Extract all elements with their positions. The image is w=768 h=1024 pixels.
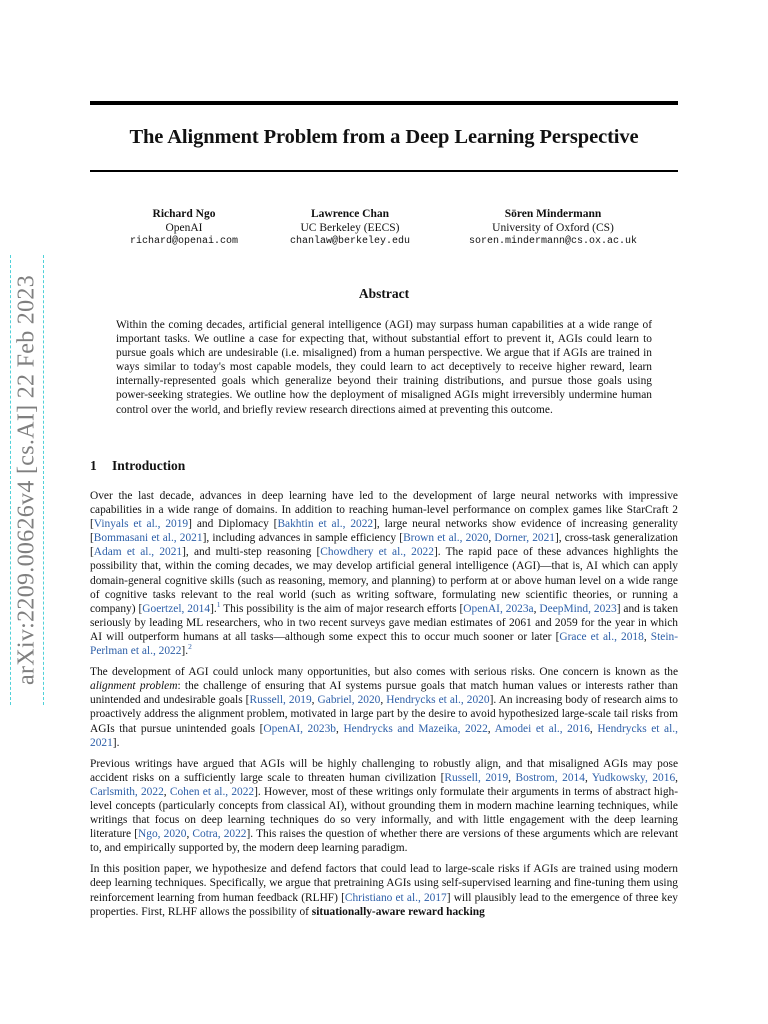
text-run: ]. However, most of these writings only formulate their arguments in terms of abstract high-level concepts (particularly concepts from classical AI), without grounding them in modern machine learning techniques, while writings that focus on deep learning techniques do so very informally, and with little engagement with the deep learning literature [: [90, 785, 679, 841]
text-run: Over the last decade, advances in deep learning have led to the development of large neural networks with impressive capabilities in a wide range of domains. In addition to reaching human-level performance on complex games like StarCraft 2 [: [90, 490, 678, 531]
citation-link[interactable]: OpenAI, 2023a: [463, 602, 534, 615]
text-run: ,: [488, 532, 495, 545]
text-run: : the challenge of ensuring that AI systems pursue goals that match human values or interests rather than unintended and undesirable goals [: [90, 680, 678, 707]
author-email[interactable]: chanlaw@berkeley.edu: [289, 236, 411, 247]
text-run: ,: [643, 630, 651, 643]
text-run: ,: [508, 771, 516, 784]
text-run: ].: [112, 736, 120, 749]
citation-link[interactable]: DeepMind, 2023: [539, 602, 617, 615]
author-block: [270, 207, 430, 249]
text-run: ]. This raises the question of whether there are versions of these arguments which are relevant to, and empirically supported by, the modern deep learning paradigm.: [90, 828, 679, 855]
citation-link[interactable]: Carlsmith, 2022: [90, 785, 164, 798]
abstract-text: Within the coming decades, artificial general intelligence (AGI) may surpass human capabilities at a wide range of important tasks. We outline a case for expecting that, without substantial effort to prevent it, AGIs could learn to pursue goals which are undesirable (i.e. misaligned) from a human perspective. We argue that if AGIs are trained in ways similar to today's most capable models, they could learn to act deceptively to receive higher reward, learn internally-represented goals which generalize beyond their training distributions, and pursue those goals using power-seeking strategies. We outline how the deployment of misaligned AGIs might irreversibly undermine human control over the world, and briefly review research directions aimed at preventing this outcome.: [116, 319, 652, 416]
author-name: Richard Ngo: [152, 208, 216, 220]
citation-link[interactable]: Goertzel, 2014: [142, 602, 211, 615]
author-email[interactable]: richard@openai.com: [129, 236, 239, 247]
text-run: ,: [380, 694, 387, 707]
text-run: ], cross-task generalization [: [90, 532, 678, 559]
citation-link[interactable]: Dorner, 2021: [494, 532, 555, 545]
footnote-marker[interactable]: 1: [216, 599, 221, 609]
author-affiliation: UC Berkeley (EECS): [300, 222, 400, 234]
bold-text: situationally-aware reward hacking: [311, 905, 485, 918]
text-run: ,: [186, 828, 193, 841]
abstract-heading: Abstract: [358, 286, 410, 301]
text-run: The development of AGI could unlock many opportunities, but also comes with serious risks. One concern is known as the: [90, 666, 678, 679]
text-run: ]. The rapid pace of these advances highlights the possibility that, within the coming decades, we may develop artificial general intelligence (AGI)—that is, AI which can apply domain-general cognitive skills (such as reasoning, memory, and planning) to perform at or above human level on a wide range of cognitive tasks relevant to the real world (such as writing software, formulating new scientific theories, or running a company) [: [90, 546, 679, 615]
paper-title: The Alignment Problem from a Deep Learning Perspective: [129, 126, 639, 148]
text-run: ] and is taken seriously by leading ML researchers, who in two recent surveys gave median estimates of 2061 and 2059 for the year in which AI will outperform humans at all tasks—although some expect this to occur much sooner or later [: [90, 602, 679, 643]
citation-link[interactable]: Amodei et al., 2016: [494, 722, 590, 735]
text-run: ,: [163, 785, 170, 798]
citation-link[interactable]: Hendrycks and Mazeika, 2022: [343, 722, 488, 735]
citation-link[interactable]: Cohen et al., 2022: [169, 785, 255, 798]
author-name: Lawrence Chan: [310, 208, 390, 220]
section-number: 1: [90, 458, 97, 473]
text-run: ].: [181, 645, 189, 658]
section-title: Introduction: [112, 458, 186, 473]
title-rule-top: [90, 101, 678, 105]
text-run: ], and multi-step reasoning [: [182, 546, 321, 559]
citation-link[interactable]: Gabriel, 2020: [317, 694, 381, 707]
citation-link[interactable]: Chowdhery et al., 2022: [320, 546, 434, 559]
title-rule-bottom: [90, 170, 678, 172]
footnote-marker[interactable]: 2: [188, 642, 192, 652]
citation-link[interactable]: Yudkowsky, 2016: [591, 771, 676, 784]
citation-link[interactable]: Cotra, 2022: [192, 828, 247, 841]
section-heading: [90, 458, 185, 474]
text-run: Previous writings have argued that AGIs will be highly challenging to robustly align, and that misaligned AGIs may pose accident risks on a sufficiently large scale to threaten human civilization [: [90, 757, 678, 784]
text-run: In this position paper, we hypothesize and defend factors that could lead to large-scale risks if AGIs are trained using modern deep learning techniques. Specifically, we argue that pretraining AGIs using self-supervised learning and fine-tuning them using reinforcement learning from human feedback (RLHF) [: [90, 863, 678, 904]
emphasis-text: alignment problem: [90, 680, 178, 693]
citation-link[interactable]: Grace et al., 2018: [559, 630, 644, 643]
citation-link[interactable]: Brown et al., 2020: [403, 532, 489, 545]
citation-link[interactable]: Vinyals et al., 2019: [93, 518, 189, 531]
body-paragraph: [90, 862, 678, 918]
text-run: ].: [210, 602, 217, 615]
text-run: This possibility is the aim of major research efforts [: [220, 602, 464, 615]
author-email[interactable]: soren.mindermann@cs.ox.ac.uk: [468, 236, 638, 247]
author-affiliation: OpenAI: [165, 222, 203, 234]
citation-link[interactable]: Russell, 2019: [444, 771, 509, 784]
citation-link[interactable]: Hendrycks et al., 2020: [386, 694, 490, 707]
citation-link[interactable]: Adam et al., 2021: [93, 546, 183, 559]
citation-link[interactable]: OpenAI, 2023b: [263, 722, 337, 735]
body-paragraph: [90, 489, 678, 658]
text-run: ] and Diplomacy [: [188, 518, 278, 531]
text-run: ,: [584, 771, 592, 784]
text-run: ,: [336, 722, 344, 735]
citation-link[interactable]: Ngo, 2020: [138, 828, 187, 841]
text-run: ,: [589, 722, 598, 735]
arxiv-stamp-text: arXiv:2209.00626v4 [cs.AI] 22 Feb 2023: [13, 274, 40, 686]
text-run: ,: [311, 694, 318, 707]
citation-link[interactable]: Stein-Perlman et al., 2022: [90, 630, 678, 658]
text-run: ], large neural networks show evidence of increasing generality [: [90, 518, 678, 545]
text-run: ,: [675, 771, 679, 784]
citation-link[interactable]: Hendrycks et al., 2021: [90, 722, 678, 749]
author-name: Sören Mindermann: [504, 208, 602, 220]
citation-link[interactable]: Russell, 2019: [249, 694, 312, 707]
body-paragraph: [90, 757, 678, 856]
citation-link[interactable]: Bakhtin et al., 2022: [277, 518, 374, 531]
citation-link[interactable]: Bostrom, 2014: [515, 771, 585, 784]
arxiv-stamp: [10, 255, 44, 705]
citation-link[interactable]: Bommasani et al., 2021: [93, 532, 203, 545]
introduction-body: [90, 489, 678, 926]
text-run: ,: [487, 722, 495, 735]
text-run: ,: [533, 602, 540, 615]
body-paragraph: [90, 665, 678, 750]
author-affiliation: University of Oxford (CS): [492, 222, 614, 234]
author-block: [118, 207, 250, 249]
text-run: ], including advances in sample efficiency [: [202, 532, 404, 545]
text-run: ] will plausibly lead to the emergence of three key properties. First, RLHF allows the possibility of: [90, 891, 679, 918]
text-run: ]. An increasing body of research aims to proactively address the alignment problem, motivated in large part by the desire to avoid hypothesized large-scale tail risks from AGIs that pursue unintended goals [: [90, 694, 679, 735]
citation-link[interactable]: Christiano et al., 2017: [344, 891, 447, 904]
author-block: [448, 207, 658, 249]
